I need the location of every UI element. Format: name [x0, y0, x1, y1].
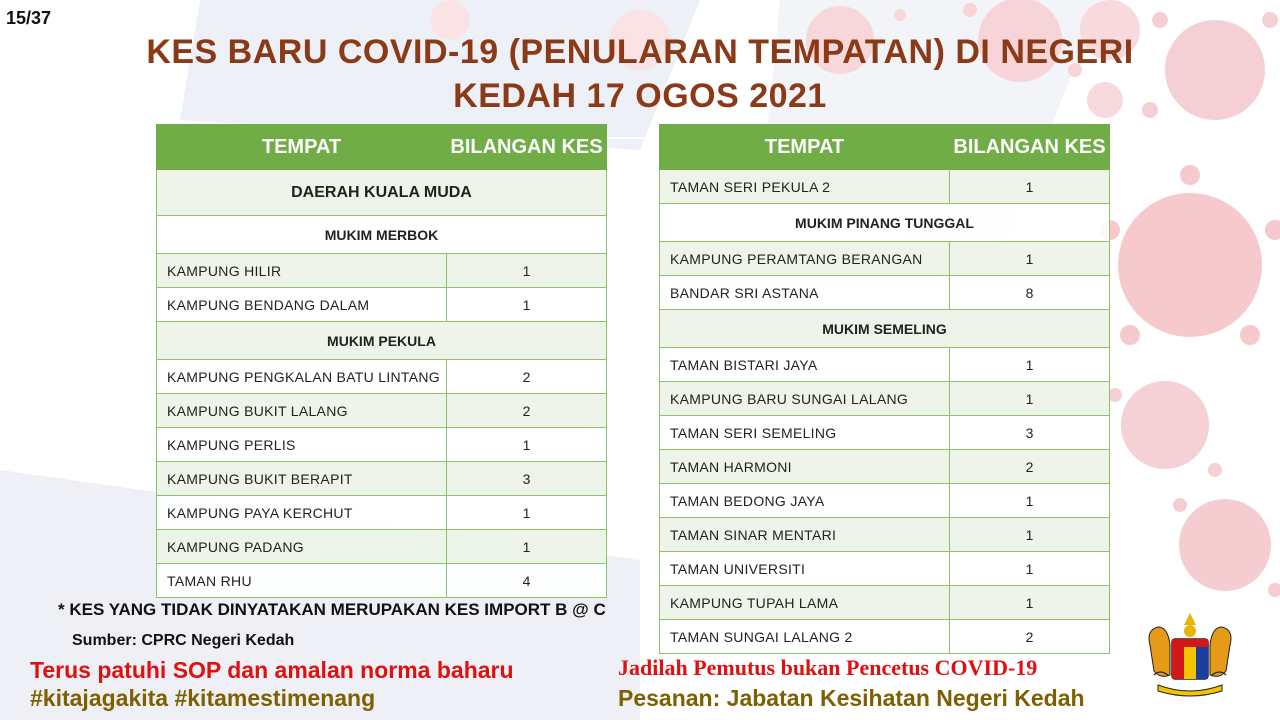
hashtags: #kitajagakita #kitamestimenang	[30, 685, 376, 711]
count-cell: 2	[950, 620, 1110, 654]
column-header-place: TEMPAT	[660, 125, 950, 170]
count-cell: 2	[447, 360, 607, 394]
message-from: Pesanan: Jabatan Kesihatan Negeri Kedah	[618, 685, 1085, 711]
count-cell: 4	[447, 564, 607, 598]
count-cell: 1	[447, 428, 607, 462]
table-row	[157, 530, 607, 564]
place-cell: TAMAN RHU	[157, 564, 447, 598]
count-cell: 2	[950, 450, 1110, 484]
divider	[606, 137, 659, 139]
table-row	[660, 484, 1110, 518]
footnote: * KES YANG TIDAK DINYATAKAN MERUPAKAN KES IMPORT B @ C	[58, 600, 606, 619]
place-cell: KAMPUNG BARU SUNGAI LALANG	[660, 382, 950, 416]
place-cell: KAMPUNG BENDANG DALAM	[157, 288, 447, 322]
count-cell: 1	[447, 254, 607, 288]
table-row	[157, 462, 607, 496]
table-row	[660, 348, 1110, 382]
place-cell: TAMAN BISTARI JAYA	[660, 348, 950, 382]
table-row	[660, 450, 1110, 484]
table-row	[157, 394, 607, 428]
table-row	[660, 586, 1110, 620]
place-cell: KAMPUNG BUKIT LALANG	[157, 394, 447, 428]
place-cell: TAMAN UNIVERSITI	[660, 552, 950, 586]
count-cell: 2	[447, 394, 607, 428]
district-label: DAERAH KUALA MUDA	[157, 170, 607, 216]
count-cell: 1	[950, 170, 1110, 204]
table-row	[660, 620, 1110, 654]
count-cell: 1	[950, 242, 1110, 276]
virus-icon	[1108, 381, 1222, 477]
place-cell: TAMAN HARMONI	[660, 450, 950, 484]
table-row	[660, 382, 1110, 416]
count-cell: 1	[447, 496, 607, 530]
table-header-row	[660, 125, 1110, 170]
district-row	[157, 170, 607, 216]
divider	[606, 167, 659, 169]
table-row	[660, 552, 1110, 586]
cases-table-left	[156, 124, 607, 598]
virus-icon	[1100, 165, 1280, 345]
table-header-row	[157, 125, 607, 170]
count-cell: 3	[950, 416, 1110, 450]
place-cell: KAMPUNG HILIR	[157, 254, 447, 288]
table-row	[157, 496, 607, 530]
count-cell: 1	[447, 530, 607, 564]
column-header-count: BILANGAN KES	[950, 125, 1110, 170]
page-title	[120, 30, 1160, 118]
table-row	[660, 518, 1110, 552]
count-cell: 3	[447, 462, 607, 496]
mukim-row	[157, 322, 607, 360]
count-cell: 1	[950, 586, 1110, 620]
count-cell: 1	[950, 382, 1110, 416]
count-cell: 1	[447, 288, 607, 322]
table-row	[660, 416, 1110, 450]
slogan: Jadilah Pemutus bukan Pencetus COVID-19	[618, 655, 1038, 680]
place-cell: KAMPUNG PENGKALAN BATU LINTANG	[157, 360, 447, 394]
mukim-row	[660, 310, 1110, 348]
table-row	[157, 360, 607, 394]
mukim-row	[157, 216, 607, 254]
mukim-label: MUKIM SEMELING	[660, 310, 1110, 348]
virus-icon	[1142, 12, 1278, 120]
mukim-label: MUKIM PEKULA	[157, 322, 607, 360]
place-cell: KAMPUNG BUKIT BERAPIT	[157, 462, 447, 496]
count-cell: 1	[950, 518, 1110, 552]
table-row	[660, 242, 1110, 276]
place-cell: KAMPUNG TUPAH LAMA	[660, 586, 950, 620]
mukim-label: MUKIM PINANG TUNGGAL	[660, 204, 1110, 242]
table-row	[157, 428, 607, 462]
title-line-2: KEDAH 17 OGOS 2021	[453, 77, 827, 115]
count-cell: 1	[950, 552, 1110, 586]
place-cell: TAMAN SERI SEMELING	[660, 416, 950, 450]
place-cell: KAMPUNG PERLIS	[157, 428, 447, 462]
place-cell: TAMAN SINAR MENTARI	[660, 518, 950, 552]
page-number: 15/37	[6, 8, 52, 28]
source-label: Sumber: CPRC Negeri Kedah	[72, 632, 295, 649]
place-cell: TAMAN BEDONG JAYA	[660, 484, 950, 518]
count-cell: 1	[950, 484, 1110, 518]
place-cell: KAMPUNG PAYA KERCHUT	[157, 496, 447, 530]
table-row	[660, 170, 1110, 204]
coat-of-arms-icon	[1140, 605, 1240, 700]
place-cell: TAMAN SERI PEKULA 2	[660, 170, 950, 204]
title-line-1: KES BARU COVID-19 (PENULARAN TEMPATAN) DI NEGERI	[146, 33, 1134, 71]
place-cell: BANDAR SRI ASTANA	[660, 276, 950, 310]
mukim-row	[660, 204, 1110, 242]
column-header-place: TEMPAT	[157, 125, 447, 170]
place-cell: TAMAN SUNGAI LALANG 2	[660, 620, 950, 654]
virus-icon	[1173, 498, 1280, 597]
count-cell: 1	[950, 348, 1110, 382]
cases-table-right	[659, 124, 1110, 654]
table-row	[157, 288, 607, 322]
divider	[606, 187, 659, 189]
sop-reminder: Terus patuhi SOP dan amalan norma baharu	[30, 657, 514, 683]
count-cell: 8	[950, 276, 1110, 310]
place-cell: KAMPUNG PERAMTANG BERANGAN	[660, 242, 950, 276]
table-row	[157, 254, 607, 288]
place-cell: KAMPUNG PADANG	[157, 530, 447, 564]
table-row	[157, 564, 607, 598]
table-row	[660, 276, 1110, 310]
column-header-count: BILANGAN KES	[447, 125, 607, 170]
mukim-label: MUKIM MERBOK	[157, 216, 607, 254]
